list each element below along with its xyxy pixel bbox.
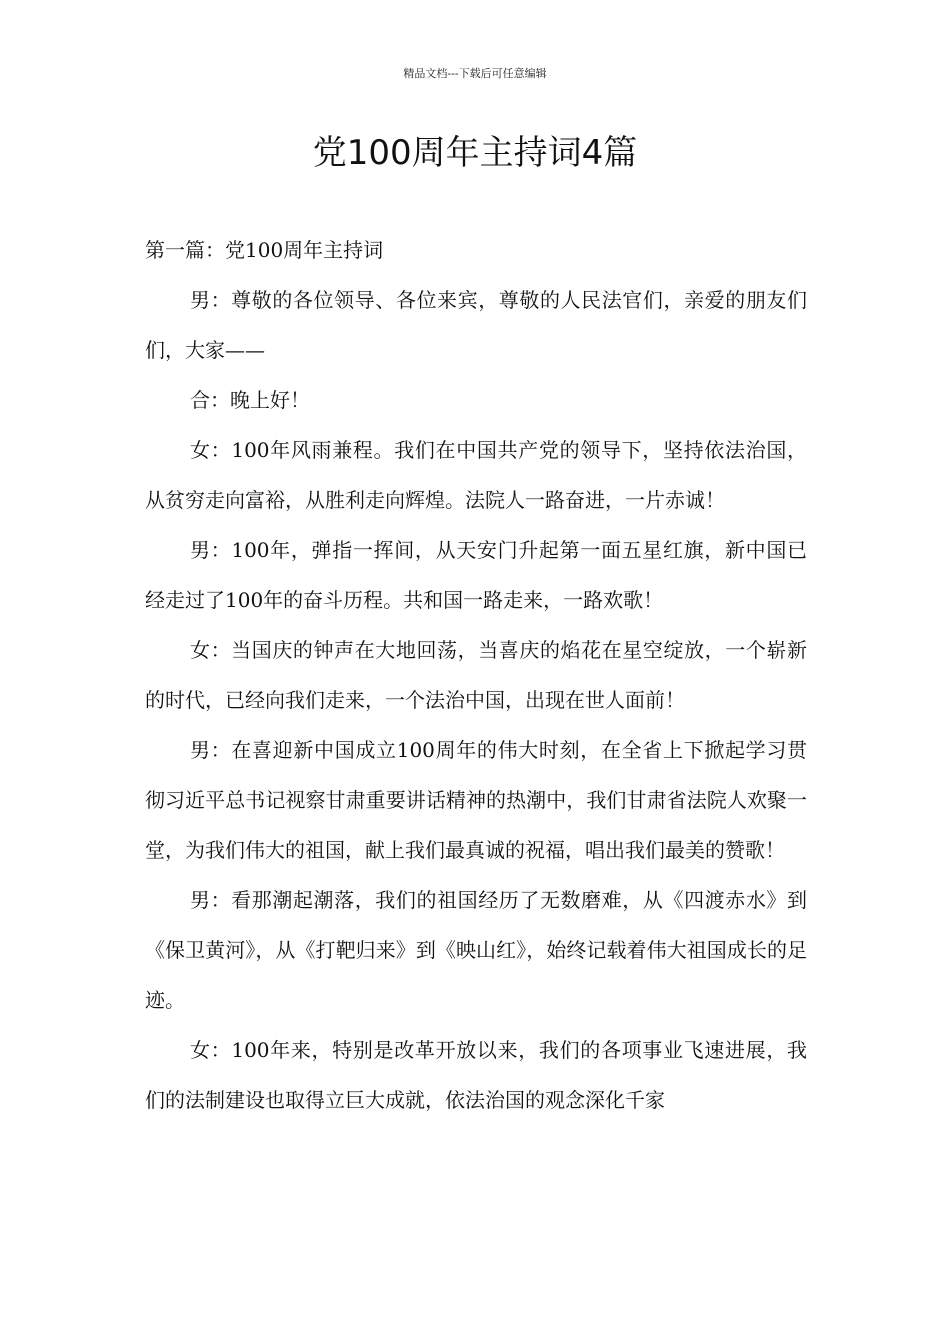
paragraph: 女：当国庆的钟声在大地回荡，当喜庆的焰花在星空绽放，一个崭新的时代，已经向我们走来，一个法治中国，出现在世人面前！ — [145, 638, 807, 712]
header-note: 精品文档---下载后可任意编辑 — [403, 67, 547, 80]
paragraph: 女：100年风雨兼程。我们在中国共产党的领导下，坚持依法治国，从贫穷走向富裕，从胜利走向辉煌。法院人一路奋进，一片赤诚！ — [145, 438, 807, 512]
section-heading: 第一篇：党100周年主持词 — [145, 238, 384, 262]
paragraph: 男：在喜迎新中国成立100周年的伟大时刻，在全省上下掀起学习贯彻习近平总书记视察甘肃重要讲话精神的热潮中，我们甘肃省法院人欢聚一堂，为我们伟大的祖国，献上我们最真诚的祝福，唱出我们最美的赞歌！ — [145, 738, 807, 862]
paragraph: 合：晚上好！ — [190, 388, 310, 412]
paragraph: 男：看那潮起潮落，我们的祖国经历了无数磨难，从《四渡赤水》到《保卫黄河》，从《打靶归来》到《映山红》，始终记载着伟大祖国成长的足迹。 — [145, 888, 807, 1012]
paragraph: 男：尊敬的各位领导、各位来宾，尊敬的人民法官们，亲爱的朋友们们，大家—— — [145, 288, 807, 362]
document-body — [145, 225, 807, 1125]
paragraph: 男：100年，弹指一挥间，从天安门升起第一面五星红旗，新中国已经走过了100年的奋斗历程。共和国一路走来，一路欢歌！ — [145, 538, 807, 612]
document-title: 党100周年主持词4篇 — [312, 133, 638, 173]
paragraph: 女：100年来，特别是改革开放以来，我们的各项事业飞速进展，我们的法制建设也取得立巨大成就，依法治国的观念深化千家 — [145, 1038, 807, 1112]
